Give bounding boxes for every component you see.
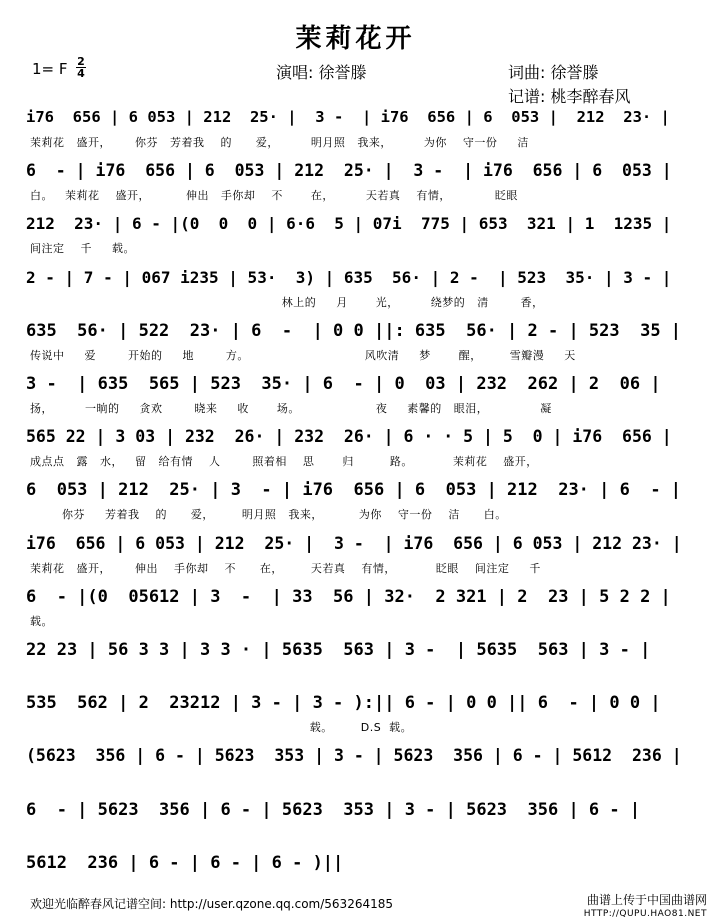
time-signature [76,56,86,79]
staff-notes: 635 56· | 522 23· | 6 - | 0 0 ||: 635 56· | 2 - | 523 35 | [26,320,682,341]
staff-lyrics: 间注定 千 载。 [30,242,135,256]
staff-notes: 6 053 | 212 25· | 3 - | i76 656 | 6 053 | 212 23· | 6 - | [26,480,682,501]
staff-lyrics: 载。 [30,614,53,628]
key-signature: 1= F [32,60,68,78]
staff-lyrics: 扬， 一晌的 贪欢 晓来 收 场。 夜 素馨的 眼泪， 凝 [30,402,552,415]
staff-lyrics: 林上的 月 光， 绕梦的 清 香， [30,295,544,309]
staff-notes: i76 656 | 6 053 | 212 25· | 3 - | i76 656 | 6 053 | 212 23· | [26,533,682,553]
staff-lyrics: 茉莉花 盛开， 你芬 芳着我 的 爱， 明月照 我来， 为你 守一份 洁 [30,136,529,149]
staff-notes: 22 23 | 56 3 3 | 3 3 · | 5635 563 | 3 - | 5635 563 | 3 - | [26,640,651,660]
staff-notes: 6 - | i76 656 | 6 053 | 212 25· | 3 - | i76 656 | 6 053 | [26,161,672,181]
staff-row [0,693,711,749]
staff-notes: 212 23· | 6 - |(0 0 0 | 6·6 5 | 07i 775 | 653 321 | 1 1235 | [26,214,672,234]
staff-row [0,746,711,802]
staff-row [0,534,711,590]
staff-row [0,108,711,164]
staff-row [0,374,711,430]
time-bottom: 4 [77,67,85,80]
staff-row [0,268,711,324]
staff-lyrics: 载。 D.S 载。 [30,721,413,735]
staff-row [0,161,711,217]
watermark-line2: HTTP://QUPU.HAO81.NET [583,909,707,919]
watermark-line1: 曲谱上传于中国曲谱网 [586,893,707,907]
staff-lyrics: 你芬 芳着我 的 爱， 明月照 我来， 为你 守一份 洁 白。 [30,508,507,522]
staff-notes: 3 - | 635 565 | 523 35· | 6 - | 0 03 | 232 262 | 2 06 | [26,374,661,394]
footer-link-text: 欢迎光临醉春风记谱空间: http://user.qzone.qq.com/563264185 [30,897,394,911]
staff-row [0,321,711,377]
singer-credit: 演唱: 徐誉滕 [276,63,367,82]
staff-row [0,427,711,483]
staff-notes: 6 - | 5623 356 | 6 - | 5623 353 | 3 - | 5623 356 | 6 - | [26,799,641,820]
staff-row [0,640,711,696]
staff-notes: 5612 236 | 6 - | 6 - | 6 - )|| [26,852,344,873]
staff-notes: (5623 356 | 6 - | 5623 353 | 3 - | 5623 356 | 6 - | 5612 236 | [26,746,682,766]
song-title: 茉莉花开 [295,24,416,54]
staff-lyrics: 成点点 露 水， 留 给有情 人 照着相 思 归 路。 茉莉花 盛开， [30,455,538,469]
staff-notes: 565 22 | 3 03 | 232 26· | 232 26· | 6 · · 5 | 5 0 | i76 656 | [26,427,672,447]
staff-notes: i76 656 | 6 053 | 212 25· | 3 - | i76 656 | 6 053 | 212 23· | [26,108,670,126]
composer-credit: 词曲: 徐誉滕 [508,63,599,82]
staff-row [0,587,711,643]
staff-lyrics: 传说中 爱 开始的 地 方。 风吹清 梦 醒， 雪瓣漫 天 [30,348,576,362]
staff-row [0,480,711,536]
staff-row [0,214,711,270]
watermark [584,893,707,921]
staff-notes: 6 - |(0 05612 | 3 - | 33 56 | 32· 2 321 | 2 23 | 5 2 2 | [26,586,671,607]
staff-row [0,800,711,856]
staff-notes: 2 - | 7 - | 067 i235 | 53· 3) | 635 56· | 2 - | 523 35· | 3 - | [26,267,672,287]
transcriber-credit: 记谱: 桃李醉春风 [508,87,631,106]
time-top: 2 [77,55,85,68]
staff-lyrics: 白。 茉莉花 盛开， 伸出 手你却 不 在， 天若真 有情， 眨眼 [30,189,518,203]
staff-lyrics: 茉莉花 盛开， 伸出 手你却 不 在， 天若真 有情， 眨眼 间注定 千 [30,561,541,575]
staff-notes: 535 562 | 2 23212 | 3 - | 3 - ):|| 6 - | 0 0 || 6 - | 0 0 | [26,693,661,714]
